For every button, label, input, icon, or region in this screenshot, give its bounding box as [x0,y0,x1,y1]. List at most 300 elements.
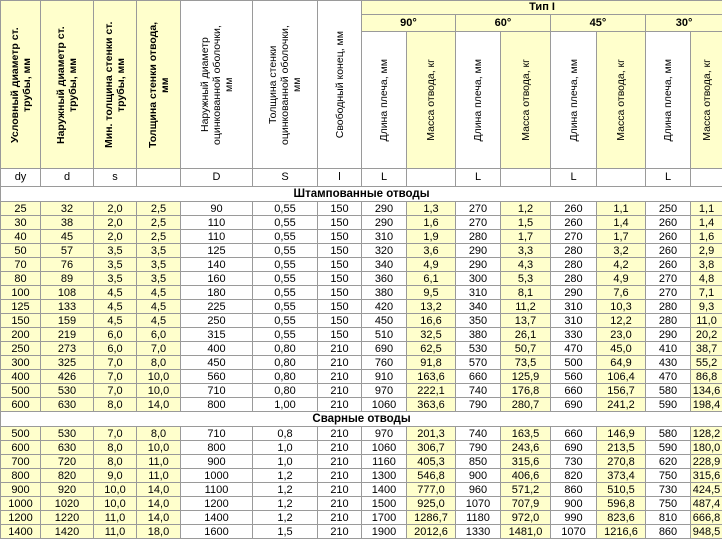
table-cell: 730 [646,483,691,497]
table-cell: 270,8 [597,455,646,469]
table-row [1,286,722,300]
table-row [1,483,722,497]
table-cell: 315 [181,328,253,342]
table-cell: 210 [318,356,362,370]
table-row [1,441,722,455]
table-cell: 210 [318,497,362,511]
table-cell: 4,3 [501,258,551,272]
table-cell: 280 [551,272,597,286]
table-cell: 0,80 [253,356,318,370]
table-cell: 510 [362,328,407,342]
table-cell: 150 [318,314,362,328]
table-cell: 660 [551,427,597,441]
table-cell: 405,3 [407,455,456,469]
table-cell: 590 [646,398,691,412]
table-row [1,230,722,244]
symbol-cell: dy [1,169,41,187]
table-cell: 200 [1,328,41,342]
table-cell: 210 [318,483,362,497]
table-cell: 900 [551,497,597,511]
table-cell: 800 [181,398,253,412]
table-cell: 201,3 [407,427,456,441]
table-cell: 250 [1,342,41,356]
table-cell: 91,8 [407,356,456,370]
table-cell: 800 [1,469,41,483]
table-cell: 310 [551,314,597,328]
table-cell: 1,5 [253,525,318,539]
table-cell: 10,0 [94,497,137,511]
table-cell: 30 [1,216,41,230]
table-cell: 9,0 [94,469,137,483]
table-cell: 0,55 [253,328,318,342]
table-cell: 290 [362,216,407,230]
table-cell: 280 [646,300,691,314]
table-cell: 487,4 [691,497,722,511]
table-cell: 150 [318,300,362,314]
arm-length-90-header: Длина плеча, мм [362,32,407,169]
table-cell: 270 [456,202,501,216]
angle-30-header: 30° [646,15,722,32]
table-cell: 790 [456,441,501,455]
section-title: Штампованные отводы [1,187,722,202]
mass-30-header: Масса отвода, кг [691,32,722,169]
table-cell: 134,6 [691,384,722,398]
table-cell: 920 [41,483,94,497]
angle-60-header: 60° [456,15,551,32]
table-cell: 133 [41,300,94,314]
table-cell: 510,5 [597,483,646,497]
symbol-cell: d [41,169,94,187]
table-cell: 10,3 [597,300,646,314]
table-cell: 630 [41,398,94,412]
table-cell: 1220 [41,511,94,525]
table-cell: 1,2 [253,497,318,511]
table-cell: 90 [181,202,253,216]
table-cell: 666,8 [691,511,722,525]
symbol-cell: S [253,169,318,187]
table-cell: 325 [41,356,94,370]
table-cell: 3,6 [407,244,456,258]
table-row [1,469,722,483]
table-cell: 9,5 [407,286,456,300]
table-cell: 1400 [1,525,41,539]
table-cell: 406,6 [501,469,551,483]
table-cell: 176,8 [501,384,551,398]
table-cell: 1330 [456,525,501,539]
mass-45-header: Масса отвода, кг [597,32,646,169]
table-cell: 430 [646,356,691,370]
table-cell: 198,4 [691,398,722,412]
table-cell: 1,0 [253,441,318,455]
arm-length-30-header: Длина плеча, мм [646,32,691,169]
table-row [1,497,722,511]
table-cell: 146,9 [597,427,646,441]
col-d-header: Наружный диаметр ст. трубы, мм [41,1,94,169]
table-cell: 0,55 [253,258,318,272]
table-cell: 750 [646,497,691,511]
table-cell: 4,5 [137,300,181,314]
table-cell: 5,3 [501,272,551,286]
table-cell: 546,8 [407,469,456,483]
table-cell: 571,2 [501,483,551,497]
table-cell: 2,0 [94,202,137,216]
table-cell: 660 [456,370,501,384]
table-cell: 860 [551,483,597,497]
table-cell: 306,7 [407,441,456,455]
table-cell: 363,6 [407,398,456,412]
table-cell: 1400 [181,511,253,525]
table-cell: 106,4 [597,370,646,384]
table-cell: 210 [318,469,362,483]
table-cell: 76 [41,258,94,272]
table-cell: 14,0 [137,497,181,511]
table-cell: 180 [181,286,253,300]
table-cell: 850 [456,455,501,469]
table-cell: 163,6 [407,370,456,384]
table-cell: 50,7 [501,342,551,356]
table-cell: 140 [181,258,253,272]
col-s-header: Мин. толщина стенки ст. трубы, мм [94,1,137,169]
table-cell: 1200 [1,511,41,525]
table-row [1,384,722,398]
table-cell: 470 [551,342,597,356]
table-cell: 57 [41,244,94,258]
table-cell: 400 [1,370,41,384]
table-cell: 1,5 [501,216,551,230]
table-cell: 150 [318,328,362,342]
table-cell: 590 [646,441,691,455]
section-title-row [1,412,722,427]
table-cell: 0,55 [253,300,318,314]
table-cell: 410 [646,342,691,356]
table-cell: 820 [41,469,94,483]
symbol-cell: L [362,169,407,187]
table-cell: 11,0 [137,455,181,469]
table-cell: 700 [1,455,41,469]
table-cell: 900 [181,455,253,469]
symbol-cell: D [181,169,253,187]
table-cell: 620 [646,455,691,469]
table-cell: 70 [1,258,41,272]
arm-length-45-header: Длина плеча, мм [551,32,597,169]
table-cell: 6,0 [94,342,137,356]
table-cell: 260 [646,258,691,272]
table-cell: 40 [1,230,41,244]
table-cell: 219 [41,328,94,342]
table-cell: 1700 [362,511,407,525]
table-cell: 380 [362,286,407,300]
table-cell: 213,5 [597,441,646,455]
table-cell: 110 [181,216,253,230]
col-S-header: Толщина стенки оцинкованной оболочки, мм [253,1,318,169]
table-cell: 9,3 [691,300,722,314]
table-cell: 14,0 [137,398,181,412]
table-cell: 1,2 [253,511,318,525]
table-cell: 300 [456,272,501,286]
table-cell: 690 [551,441,597,455]
angle-45-header: 45° [551,15,646,32]
table-cell: 2,5 [137,230,181,244]
table-cell: 270 [456,216,501,230]
table-cell: 210 [318,511,362,525]
section-title-row [1,187,722,202]
table-cell: 660 [551,384,597,398]
table-cell: 0,55 [253,230,318,244]
table-cell: 108 [41,286,94,300]
table-row [1,525,722,539]
table-cell: 300 [1,356,41,370]
table-header [1,1,722,169]
table-cell: 210 [318,342,362,356]
table-cell: 0,8 [253,427,318,441]
table-cell: 4,5 [137,286,181,300]
table-cell: 270 [646,272,691,286]
table-row [1,244,722,258]
table-cell: 3,5 [137,272,181,286]
table-cell: 7,0 [137,342,181,356]
table-cell: 270 [646,286,691,300]
table-cell: 740 [456,427,501,441]
table-cell: 580 [646,384,691,398]
table-cell: 2,9 [691,244,722,258]
table-cell: 1,0 [253,455,318,469]
symbol-cell [691,169,722,187]
table-cell: 560 [551,370,597,384]
table-cell: 530 [456,342,501,356]
table-cell: 960 [456,483,501,497]
table-cell: 740 [456,384,501,398]
table-cell: 310 [551,300,597,314]
table-cell: 25 [1,202,41,216]
table-cell: 7,1 [691,286,722,300]
table-cell: 730 [551,455,597,469]
table-cell: 4,5 [94,286,137,300]
table-cell: 1020 [41,497,94,511]
table-cell: 580 [646,427,691,441]
table-row [1,342,722,356]
table-cell: 10,0 [137,384,181,398]
table-cell: 290 [551,286,597,300]
table-cell: 0,55 [253,216,318,230]
table-cell: 4,8 [691,272,722,286]
section-title: Сварные отводы [1,412,722,427]
table-cell: 1,2 [253,483,318,497]
table-cell: 14,0 [137,483,181,497]
table-cell: 26,1 [501,328,551,342]
col-dy-header: Условный диаметр ст. трубы, мм [1,1,41,169]
table-cell: 1,2 [253,469,318,483]
table-cell: 1,00 [253,398,318,412]
table-cell: 1070 [456,497,501,511]
table-cell: 3,5 [94,244,137,258]
table-cell: 800 [181,441,253,455]
symbol-cell [137,169,181,187]
table-cell: 64,9 [597,356,646,370]
table-cell: 0,55 [253,202,318,216]
table-cell: 8,0 [94,441,137,455]
table-cell: 150 [318,202,362,216]
col-free-end-header: Свободный конец, мм [318,1,362,169]
table-cell: 280 [646,314,691,328]
table-cell: 125 [181,244,253,258]
table-cell: 2012,6 [407,525,456,539]
table-cell: 13,7 [501,314,551,328]
table-cell: 1060 [362,441,407,455]
table-cell: 1216,6 [597,525,646,539]
table-cell: 1100 [181,483,253,497]
table-cell: 990 [551,511,597,525]
table-cell: 720 [41,455,94,469]
table-cell: 500 [551,356,597,370]
table-cell: 125 [1,300,41,314]
table-cell: 710 [181,384,253,398]
table-cell: 315,6 [691,469,722,483]
table-cell: 690 [362,342,407,356]
table-cell: 50 [1,244,41,258]
table-cell: 260 [646,230,691,244]
table-cell: 2,0 [94,230,137,244]
table-cell: 210 [318,441,362,455]
table-cell: 280,7 [501,398,551,412]
table-cell: 150 [318,244,362,258]
table-cell: 225 [181,300,253,314]
table-cell: 11,0 [94,511,137,525]
table-cell: 970 [362,384,407,398]
table-cell: 596,8 [597,497,646,511]
table-cell: 600 [1,398,41,412]
table-cell: 777,0 [407,483,456,497]
type-header: Тип I [362,1,722,15]
table-cell: 260 [646,244,691,258]
table-cell: 3,5 [94,272,137,286]
table-cell: 3,2 [597,244,646,258]
table-cell: 38,7 [691,342,722,356]
table-cell: 1,7 [597,230,646,244]
table-cell: 222,1 [407,384,456,398]
table-cell: 1400 [362,483,407,497]
table-cell: 470 [646,370,691,384]
table-cell: 62,5 [407,342,456,356]
symbol-cell: L [551,169,597,187]
table-cell: 0,55 [253,286,318,300]
table-cell: 1900 [362,525,407,539]
table-cell: 86,8 [691,370,722,384]
table-row [1,370,722,384]
table-cell: 925,0 [407,497,456,511]
table-cell: 7,0 [94,427,137,441]
table-cell: 241,2 [597,398,646,412]
table-cell: 156,7 [597,384,646,398]
table-cell: 910 [362,370,407,384]
table-cell: 860 [646,525,691,539]
table-cell: 290 [646,328,691,342]
table-cell: 100 [1,286,41,300]
symbol-cell: L [456,169,501,187]
table-cell: 4,5 [137,314,181,328]
table-cell: 7,6 [597,286,646,300]
table-cell: 1160 [362,455,407,469]
table-cell: 210 [318,525,362,539]
table-cell: 1,1 [691,202,722,216]
table-cell: 1420 [41,525,94,539]
arm-length-60-header: Длина плеча, мм [456,32,501,169]
table-cell: 1300 [362,469,407,483]
table-cell: 1,9 [407,230,456,244]
mass-60-header: Масса отвода, кг [501,32,551,169]
table-cell: 32,5 [407,328,456,342]
table-cell: 1,7 [501,230,551,244]
table-cell: 8,0 [137,427,181,441]
table-cell: 710 [181,427,253,441]
table-row [1,455,722,469]
table-cell: 2,0 [94,216,137,230]
table-cell: 1060 [362,398,407,412]
table-cell: 380 [456,328,501,342]
table-cell: 1481,0 [501,525,551,539]
table-cell: 2,5 [137,216,181,230]
table-cell: 10,0 [137,441,181,455]
table-cell: 900 [456,469,501,483]
table-cell: 73,5 [501,356,551,370]
table-row [1,216,722,230]
table-cell: 270 [551,230,597,244]
table-row [1,328,722,342]
table-cell: 150 [318,258,362,272]
table-cell: 4,5 [94,300,137,314]
table-cell: 160 [181,272,253,286]
table-cell: 0,80 [253,384,318,398]
table-cell: 159 [41,314,94,328]
table-cell: 280 [551,244,597,258]
symbol-cell [501,169,551,187]
table-cell: 340 [362,258,407,272]
table-row [1,258,722,272]
table-cell: 630 [41,441,94,455]
table-cell: 260 [646,216,691,230]
table-cell: 0,55 [253,244,318,258]
table-cell: 315,6 [501,455,551,469]
table-cell: 3,5 [137,244,181,258]
table-cell: 1,1 [597,202,646,216]
table-cell: 45,0 [597,342,646,356]
table-cell: 250 [646,202,691,216]
table-cell: 900 [1,483,41,497]
table-cell: 1,4 [691,216,722,230]
table-cell: 280 [551,258,597,272]
table-cell: 7,0 [94,370,137,384]
table-cell: 500 [1,384,41,398]
table-cell: 6,0 [94,328,137,342]
table-cell: 320 [362,244,407,258]
table-cell: 128,2 [691,427,722,441]
table-cell: 7,0 [94,356,137,370]
table-cell: 3,5 [137,258,181,272]
col-D-header: Наружный диаметр оцинкованной оболочки, мм [181,1,253,169]
table-cell: 1180 [456,511,501,525]
table-row [1,511,722,525]
table-row [1,398,722,412]
table-cell: 1,4 [597,216,646,230]
table-cell: 760 [362,356,407,370]
table-cell: 426 [41,370,94,384]
table-cell: 16,6 [407,314,456,328]
table-cell: 8,1 [501,286,551,300]
symbol-cell: L [646,169,691,187]
table-cell: 210 [318,384,362,398]
table-cell: 0,55 [253,272,318,286]
table-cell: 150 [1,314,41,328]
angle-90-header: 90° [362,15,456,32]
